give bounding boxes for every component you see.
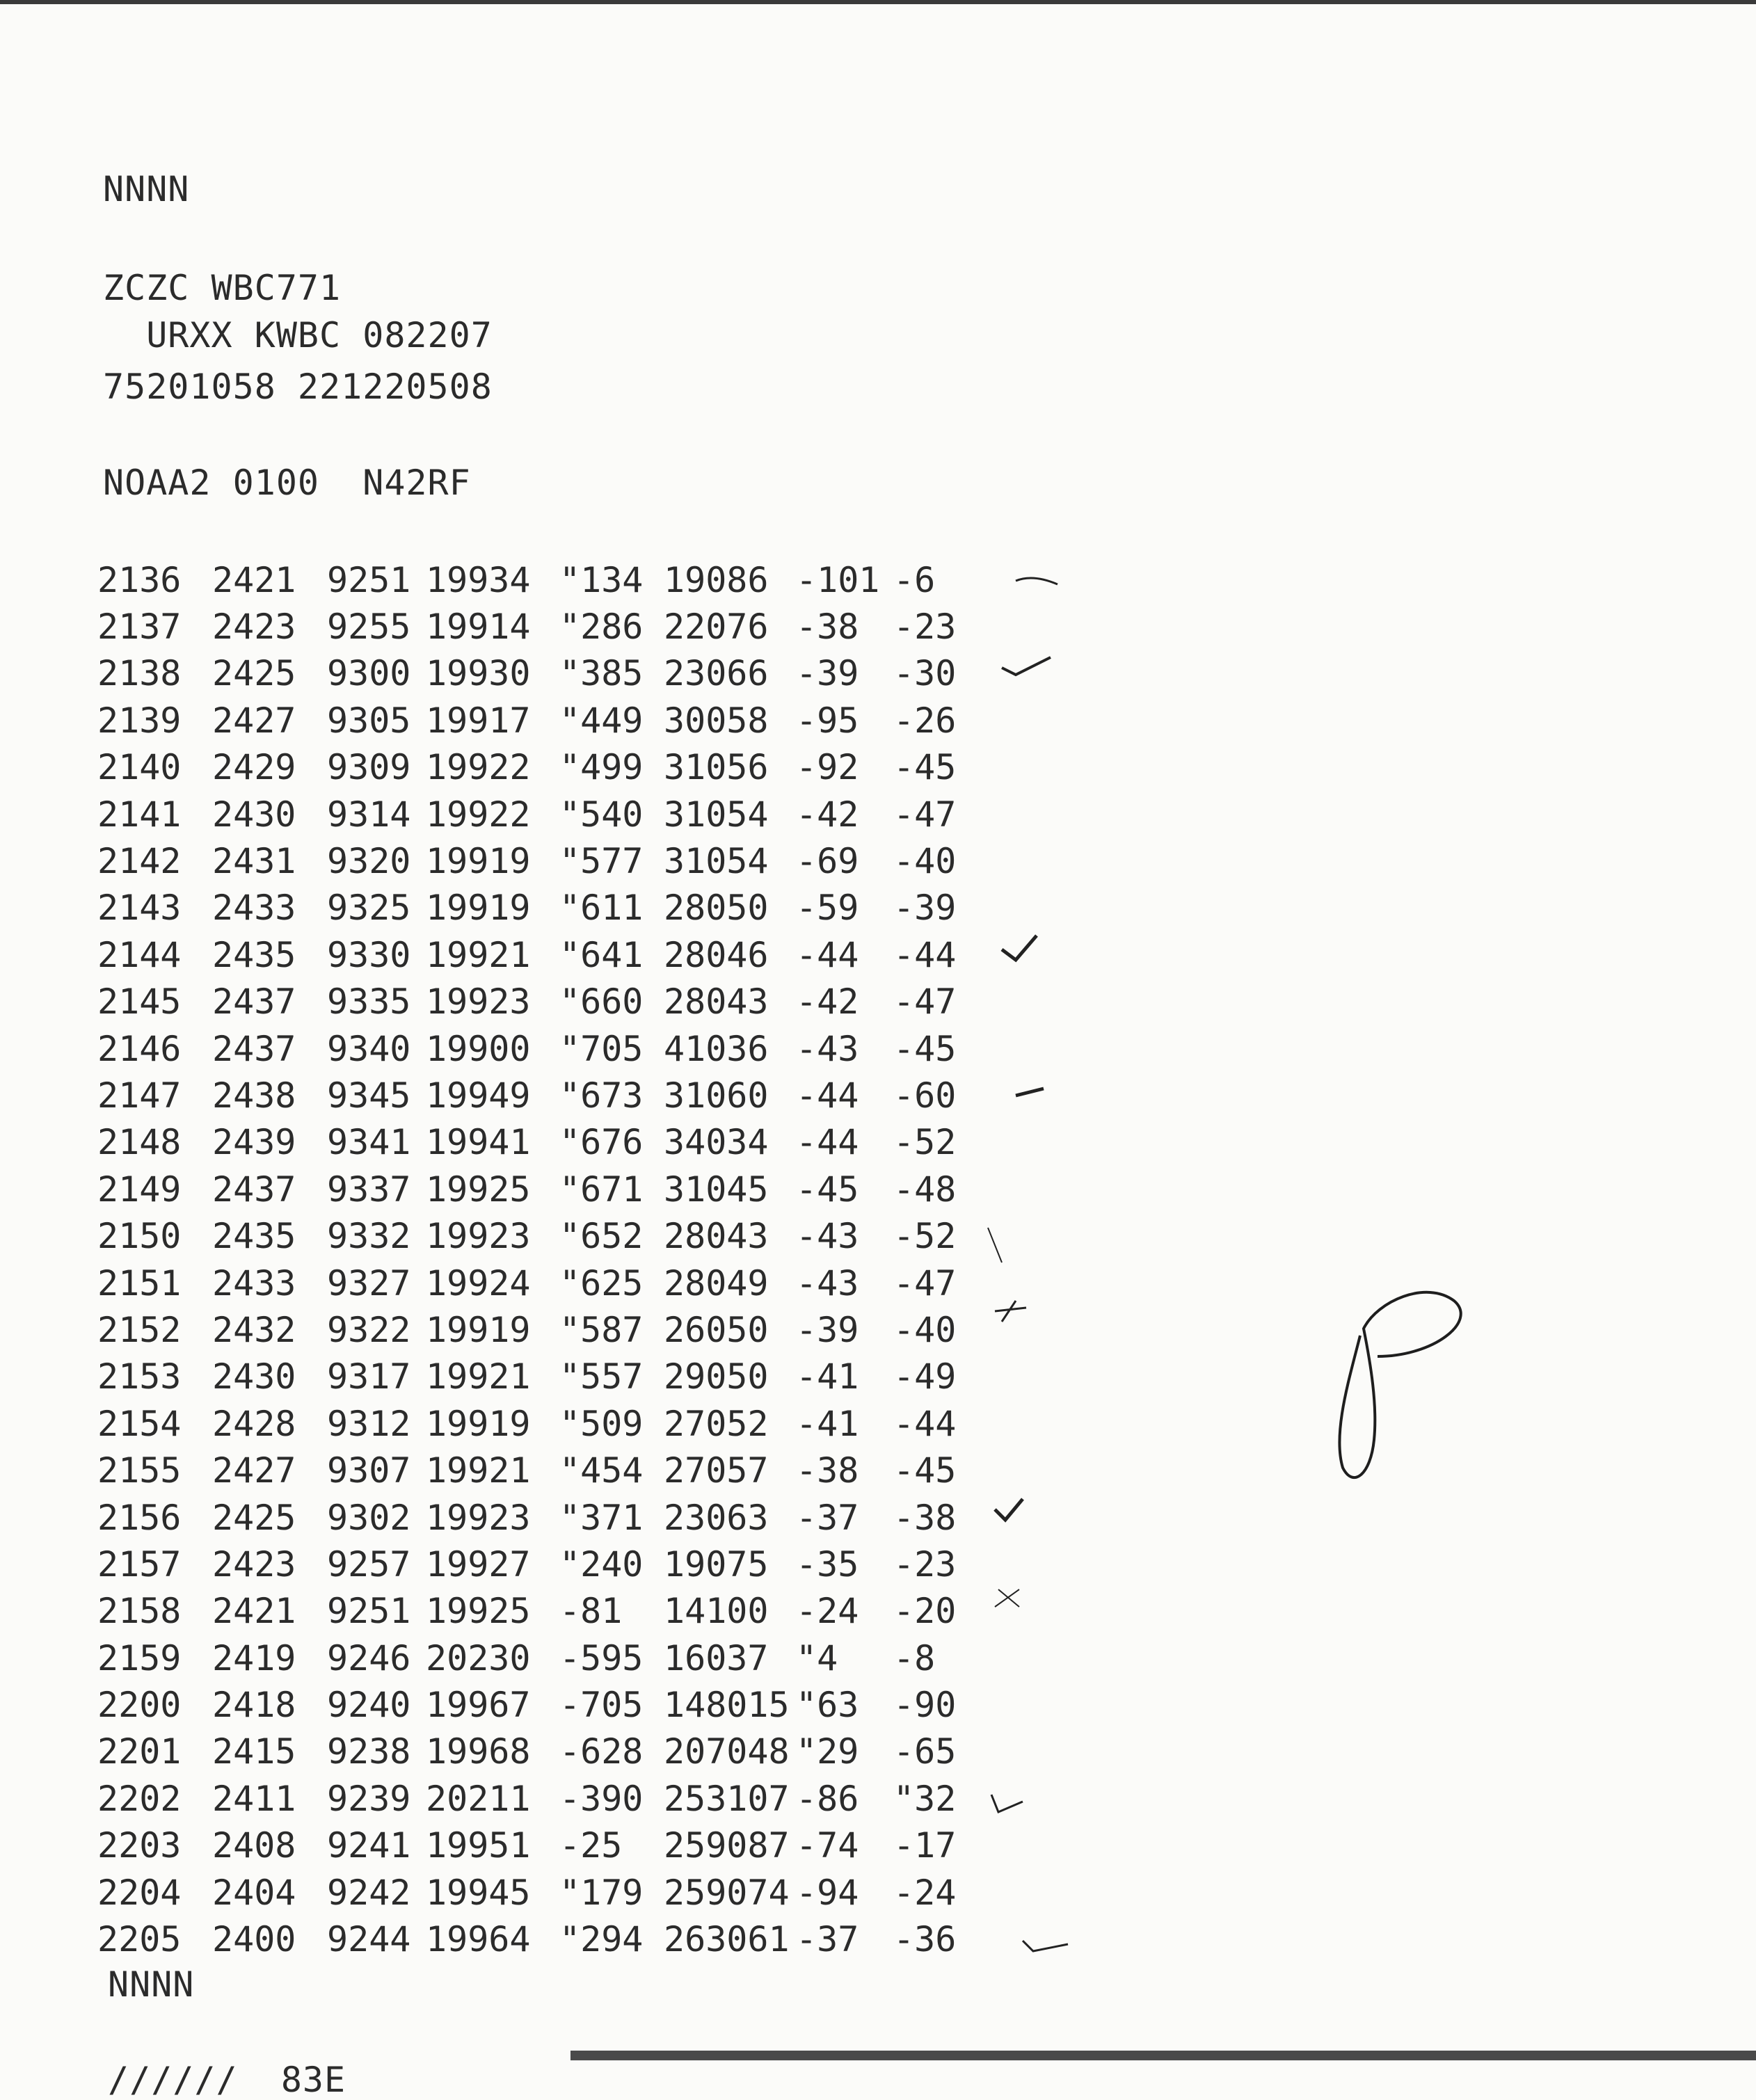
table-cell: 2435 [212, 934, 296, 975]
table-cell: 19968 [426, 1731, 531, 1772]
handwritten-p-mark [1322, 1259, 1482, 1496]
table-cell: 19923 [426, 981, 531, 1023]
table-cell: -30 [893, 653, 957, 694]
table-cell: "29 [796, 1731, 859, 1772]
table-cell: 19914 [426, 607, 531, 648]
table-cell: 28049 [664, 1263, 769, 1304]
table-cell: 2435 [212, 1216, 296, 1257]
table-cell: 9314 [327, 794, 411, 835]
table-cell: "4 [796, 1637, 838, 1678]
table-cell: 9317 [327, 1356, 411, 1397]
table-row [97, 1729, 970, 1775]
table-cell: 2437 [212, 1028, 296, 1069]
table-cell: 2155 [97, 1450, 182, 1491]
table-cell: 19924 [426, 1263, 531, 1304]
table-cell: 19922 [426, 747, 531, 788]
table-row [97, 1916, 970, 1962]
table-row [97, 1354, 970, 1400]
table-cell: -37 [796, 1919, 859, 1960]
table-cell: -47 [893, 794, 957, 835]
table-cell: 19922 [426, 794, 531, 835]
table-cell: "509 [559, 1403, 644, 1444]
table-cell: 23066 [664, 653, 769, 694]
table-cell: 19921 [426, 934, 531, 975]
table-cell: 9341 [327, 1122, 411, 1163]
table-cell: -41 [796, 1356, 859, 1397]
table-row [97, 1635, 970, 1681]
table-cell: -45 [893, 1450, 957, 1491]
table-cell: -47 [893, 1263, 957, 1304]
table-cell: "652 [559, 1216, 644, 1257]
table-cell: 9307 [327, 1450, 411, 1491]
check-mark [1016, 1089, 1044, 1096]
table-cell: 26050 [664, 1309, 769, 1350]
check-mark [995, 1301, 1026, 1322]
table-cell: 19075 [664, 1544, 769, 1585]
table-row [97, 837, 970, 884]
table-cell: -81 [559, 1591, 623, 1632]
table-cell: 23063 [664, 1497, 769, 1538]
table-cell: "641 [559, 934, 644, 975]
table-cell: 9312 [327, 1403, 411, 1444]
table-cell: 19919 [426, 1309, 531, 1350]
table-cell: 19934 [426, 559, 531, 600]
table-row [97, 979, 970, 1025]
table-cell: 16037 [664, 1637, 769, 1678]
table-cell: -42 [796, 794, 859, 835]
table-cell: 2201 [97, 1731, 182, 1772]
table-cell: -43 [796, 1028, 859, 1069]
table-cell: -40 [893, 841, 957, 882]
table-cell: "454 [559, 1450, 644, 1491]
table-row [97, 697, 970, 744]
table-cell: -101 [796, 559, 880, 600]
table-cell: 19919 [426, 841, 531, 882]
table-cell: 31045 [664, 1169, 769, 1210]
table-row [97, 603, 970, 650]
table-row [97, 1166, 970, 1212]
table-row [97, 1822, 970, 1869]
table-cell: 2438 [212, 1075, 296, 1116]
table-cell: -43 [796, 1216, 859, 1257]
table-cell: 19923 [426, 1216, 531, 1257]
table-cell: 19927 [426, 1544, 531, 1585]
table-cell: -45 [796, 1169, 859, 1210]
table-cell: 9251 [327, 559, 411, 600]
bottom-scan-edge [570, 2051, 1756, 2060]
table-cell: -705 [559, 1685, 644, 1726]
table-cell: -69 [796, 841, 859, 882]
table-cell: -8 [893, 1637, 936, 1678]
table-cell: 19964 [426, 1919, 531, 1960]
header-line-4: NOAA2 0100 N42RF [103, 463, 471, 503]
table-row [97, 1072, 970, 1119]
table-row [97, 1588, 970, 1635]
table-cell: 9240 [327, 1685, 411, 1726]
table-cell: -44 [796, 934, 859, 975]
table-cell: -44 [893, 934, 957, 975]
table-cell: 9246 [327, 1637, 411, 1678]
table-cell: 2423 [212, 1544, 296, 1585]
table-cell: 2202 [97, 1778, 182, 1819]
table-cell: -25 [559, 1825, 623, 1866]
table-cell: 9337 [327, 1169, 411, 1210]
table-cell: 22076 [664, 607, 769, 648]
table-cell: -628 [559, 1731, 644, 1772]
table-cell: -74 [796, 1825, 859, 1866]
table-cell: "705 [559, 1028, 644, 1069]
table-cell: 27052 [664, 1403, 769, 1444]
table-cell: "671 [559, 1169, 644, 1210]
start-marker: NNNN [103, 169, 190, 209]
table-cell: 2204 [97, 1872, 182, 1913]
table-cell: 263061 [664, 1919, 790, 1960]
table-cell: 31054 [664, 794, 769, 835]
table-cell: -26 [893, 700, 957, 741]
table-cell: 2425 [212, 1497, 296, 1538]
table-cell: 9340 [327, 1028, 411, 1069]
table-cell: 9305 [327, 700, 411, 741]
table-cell: 2439 [212, 1122, 296, 1163]
checkmarks [981, 556, 1064, 1975]
table-cell: -41 [796, 1403, 859, 1444]
table-cell: 31060 [664, 1075, 769, 1116]
table-cell: -39 [796, 653, 859, 694]
table-cell: 9241 [327, 1825, 411, 1866]
table-cell: "540 [559, 794, 644, 835]
table-cell: -43 [796, 1263, 859, 1304]
table-cell: "371 [559, 1497, 644, 1538]
check-mark [1023, 1941, 1068, 1951]
table-cell: -39 [796, 1309, 859, 1350]
table-cell: -6 [893, 559, 936, 600]
table-cell: 2404 [212, 1872, 296, 1913]
table-cell: -20 [893, 1591, 957, 1632]
table-row [97, 1306, 970, 1353]
table-cell: 28043 [664, 981, 769, 1023]
table-cell: 2151 [97, 1263, 182, 1304]
table-cell: 207048 [664, 1731, 790, 1772]
table-cell: 9300 [327, 653, 411, 694]
table-cell: 19923 [426, 1497, 531, 1538]
table-row [97, 744, 970, 791]
table-cell: 2430 [212, 1356, 296, 1397]
table-cell: -45 [893, 1028, 957, 1069]
table-cell: 2142 [97, 841, 182, 882]
header-line-2: URXX KWBC 082207 [103, 315, 493, 355]
table-cell: 19967 [426, 1685, 531, 1726]
check-mark [995, 1499, 1023, 1520]
table-row [97, 791, 970, 837]
table-cell: 2138 [97, 653, 182, 694]
table-cell: "286 [559, 607, 644, 648]
table-cell: 2423 [212, 607, 296, 648]
table-cell: -44 [796, 1122, 859, 1163]
table-row [97, 1541, 970, 1587]
table-cell: 2156 [97, 1497, 182, 1538]
table-cell: 2145 [97, 981, 182, 1023]
table-cell: -38 [893, 1497, 957, 1538]
table-cell: 2431 [212, 841, 296, 882]
table-cell: 30058 [664, 700, 769, 741]
table-cell: -390 [559, 1778, 644, 1819]
table-row [97, 1447, 970, 1493]
table-cell: 259087 [664, 1825, 790, 1866]
table-cell: 2143 [97, 888, 182, 929]
table-cell: -90 [893, 1685, 957, 1726]
table-cell: 2427 [212, 1450, 296, 1491]
table-cell: -23 [893, 1544, 957, 1585]
table-cell: -35 [796, 1544, 859, 1585]
table-cell: 20230 [426, 1637, 531, 1678]
table-cell: 19919 [426, 1403, 531, 1444]
table-cell: 148015 [664, 1685, 790, 1726]
table-cell: 2419 [212, 1637, 296, 1678]
table-cell: 19941 [426, 1122, 531, 1163]
table-cell: 2152 [97, 1309, 182, 1350]
table-cell: 2415 [212, 1731, 296, 1772]
table-row [97, 650, 970, 697]
table-cell: 19900 [426, 1028, 531, 1069]
table-cell: 2158 [97, 1591, 182, 1632]
table-cell: "385 [559, 653, 644, 694]
table-cell: -38 [796, 1450, 859, 1491]
table-cell: -92 [796, 747, 859, 788]
table-cell: "587 [559, 1309, 644, 1350]
table-cell: -94 [796, 1872, 859, 1913]
table-cell: 19919 [426, 888, 531, 929]
top-scan-edge [0, 0, 1756, 4]
table-row [97, 1400, 970, 1447]
table-cell: -37 [796, 1497, 859, 1538]
table-cell: 2141 [97, 794, 182, 835]
table-cell: 2200 [97, 1685, 182, 1726]
table-cell: -595 [559, 1637, 644, 1678]
table-cell: 2427 [212, 700, 296, 741]
table-cell: 2147 [97, 1075, 182, 1116]
data-table [97, 556, 970, 1963]
table-cell: 2425 [212, 653, 296, 694]
table-cell: 2159 [97, 1637, 182, 1678]
table-cell: 2203 [97, 1825, 182, 1866]
table-row [97, 1681, 970, 1728]
table-cell: 19930 [426, 653, 531, 694]
table-cell: -45 [893, 747, 957, 788]
table-row [97, 931, 970, 978]
table-cell: 2157 [97, 1544, 182, 1585]
table-cell: -42 [796, 981, 859, 1023]
check-mark [1016, 578, 1057, 584]
check-mark [988, 1228, 1002, 1263]
table-cell: 19921 [426, 1450, 531, 1491]
table-cell: 253107 [664, 1778, 790, 1819]
table-cell: 9335 [327, 981, 411, 1023]
table-cell: 19086 [664, 559, 769, 600]
table-cell: 9239 [327, 1778, 411, 1819]
table-cell: 28046 [664, 934, 769, 975]
table-cell: 9345 [327, 1075, 411, 1116]
header-line-1: ZCZC WBC771 [103, 268, 342, 308]
table-cell: 2154 [97, 1403, 182, 1444]
table-cell: -40 [893, 1309, 957, 1350]
table-cell: "499 [559, 747, 644, 788]
table-cell: 9257 [327, 1544, 411, 1585]
table-cell: "577 [559, 841, 644, 882]
table-cell: 2433 [212, 888, 296, 929]
table-cell: 19925 [426, 1591, 531, 1632]
table-cell: 19949 [426, 1075, 531, 1116]
table-cell: 9242 [327, 1872, 411, 1913]
table-row [97, 1869, 970, 1916]
table-cell: "625 [559, 1263, 644, 1304]
table-cell: "611 [559, 888, 644, 929]
table-cell: 2150 [97, 1216, 182, 1257]
table-cell: 2400 [212, 1919, 296, 1960]
table-cell: 2144 [97, 934, 182, 975]
table-cell: 31054 [664, 841, 769, 882]
table-cell: 2430 [212, 794, 296, 835]
table-cell: 34034 [664, 1122, 769, 1163]
table-cell: 9332 [327, 1216, 411, 1257]
table-row [97, 1775, 970, 1822]
table-cell: -24 [796, 1591, 859, 1632]
table-cell: 2421 [212, 1591, 296, 1632]
table-cell: 29050 [664, 1356, 769, 1397]
table-cell: 2418 [212, 1685, 296, 1726]
table-cell: "63 [796, 1685, 859, 1726]
table-row [97, 556, 970, 603]
table-cell: 2411 [212, 1778, 296, 1819]
check-mark [1002, 657, 1051, 675]
footer-code: ////// 83E [108, 2060, 346, 2100]
table-cell: -95 [796, 700, 859, 741]
table-cell: "673 [559, 1075, 644, 1116]
table-cell: 2137 [97, 607, 182, 648]
check-mark [1002, 936, 1037, 960]
table-cell: 41036 [664, 1028, 769, 1069]
table-cell: 2432 [212, 1309, 296, 1350]
table-cell: 19917 [426, 700, 531, 741]
table-cell: 9255 [327, 607, 411, 648]
table-cell: "134 [559, 559, 644, 600]
table-cell: 2149 [97, 1169, 182, 1210]
table-cell: 9309 [327, 747, 411, 788]
table-cell: 9244 [327, 1919, 411, 1960]
table-cell: "294 [559, 1919, 644, 1960]
table-cell: 2437 [212, 1169, 296, 1210]
table-cell: -17 [893, 1825, 957, 1866]
table-cell: 19921 [426, 1356, 531, 1397]
table-row [97, 1494, 970, 1541]
table-row [97, 1212, 970, 1259]
table-cell: -60 [893, 1075, 957, 1116]
table-cell: "676 [559, 1122, 644, 1163]
table-cell: 28043 [664, 1216, 769, 1257]
table-cell: 9302 [327, 1497, 411, 1538]
table-cell: 19925 [426, 1169, 531, 1210]
table-cell: 2428 [212, 1403, 296, 1444]
table-cell: 27057 [664, 1450, 769, 1491]
table-cell: 9320 [327, 841, 411, 882]
table-cell: 2437 [212, 981, 296, 1023]
table-cell: 259074 [664, 1872, 790, 1913]
table-cell: -52 [893, 1216, 957, 1257]
table-cell: -36 [893, 1919, 957, 1960]
table-row [97, 1025, 970, 1072]
table-cell: 2421 [212, 559, 296, 600]
table-cell: 2153 [97, 1356, 182, 1397]
table-cell: 2136 [97, 559, 182, 600]
table-cell: 19951 [426, 1825, 531, 1866]
table-cell: "660 [559, 981, 644, 1023]
header-line-3: 75201058 221220508 [103, 367, 493, 407]
table-cell: "240 [559, 1544, 644, 1585]
table-cell: 9322 [327, 1309, 411, 1350]
table-cell: -47 [893, 981, 957, 1023]
table-cell: 2205 [97, 1919, 182, 1960]
table-cell: 2148 [97, 1122, 182, 1163]
table-cell: -38 [796, 607, 859, 648]
table-cell: 9330 [327, 934, 411, 975]
table-cell: 9325 [327, 888, 411, 929]
table-cell: -23 [893, 607, 957, 648]
table-cell: 2408 [212, 1825, 296, 1866]
table-cell: 2429 [212, 747, 296, 788]
table-cell: -86 [796, 1778, 859, 1819]
table-cell: "179 [559, 1872, 644, 1913]
table-cell: "557 [559, 1356, 644, 1397]
table-cell: 2433 [212, 1263, 296, 1304]
table-cell: -24 [893, 1872, 957, 1913]
table-cell: -52 [893, 1122, 957, 1163]
check-mark [991, 1795, 1023, 1812]
table-cell: 9238 [327, 1731, 411, 1772]
table-cell: -59 [796, 888, 859, 929]
table-cell: 9327 [327, 1263, 411, 1304]
table-cell: -48 [893, 1169, 957, 1210]
table-cell: "449 [559, 700, 644, 741]
table-cell: 2146 [97, 1028, 182, 1069]
table-cell: -39 [893, 888, 957, 929]
table-row [97, 885, 970, 931]
table-row [97, 1260, 970, 1306]
end-marker: NNNN [108, 1964, 195, 2005]
table-cell: "32 [893, 1778, 957, 1819]
table-cell: -65 [893, 1731, 957, 1772]
table-cell: 9251 [327, 1591, 411, 1632]
table-cell: 28050 [664, 888, 769, 929]
table-cell: 2139 [97, 700, 182, 741]
table-cell: 19945 [426, 1872, 531, 1913]
table-cell: 2140 [97, 747, 182, 788]
table-cell: -44 [796, 1075, 859, 1116]
check-mark [995, 1589, 1019, 1607]
table-cell: -44 [893, 1403, 957, 1444]
table-cell: -49 [893, 1356, 957, 1397]
table-cell: 14100 [664, 1591, 769, 1632]
table-row [97, 1119, 970, 1166]
table-cell: 31056 [664, 747, 769, 788]
table-cell: 20211 [426, 1778, 531, 1819]
